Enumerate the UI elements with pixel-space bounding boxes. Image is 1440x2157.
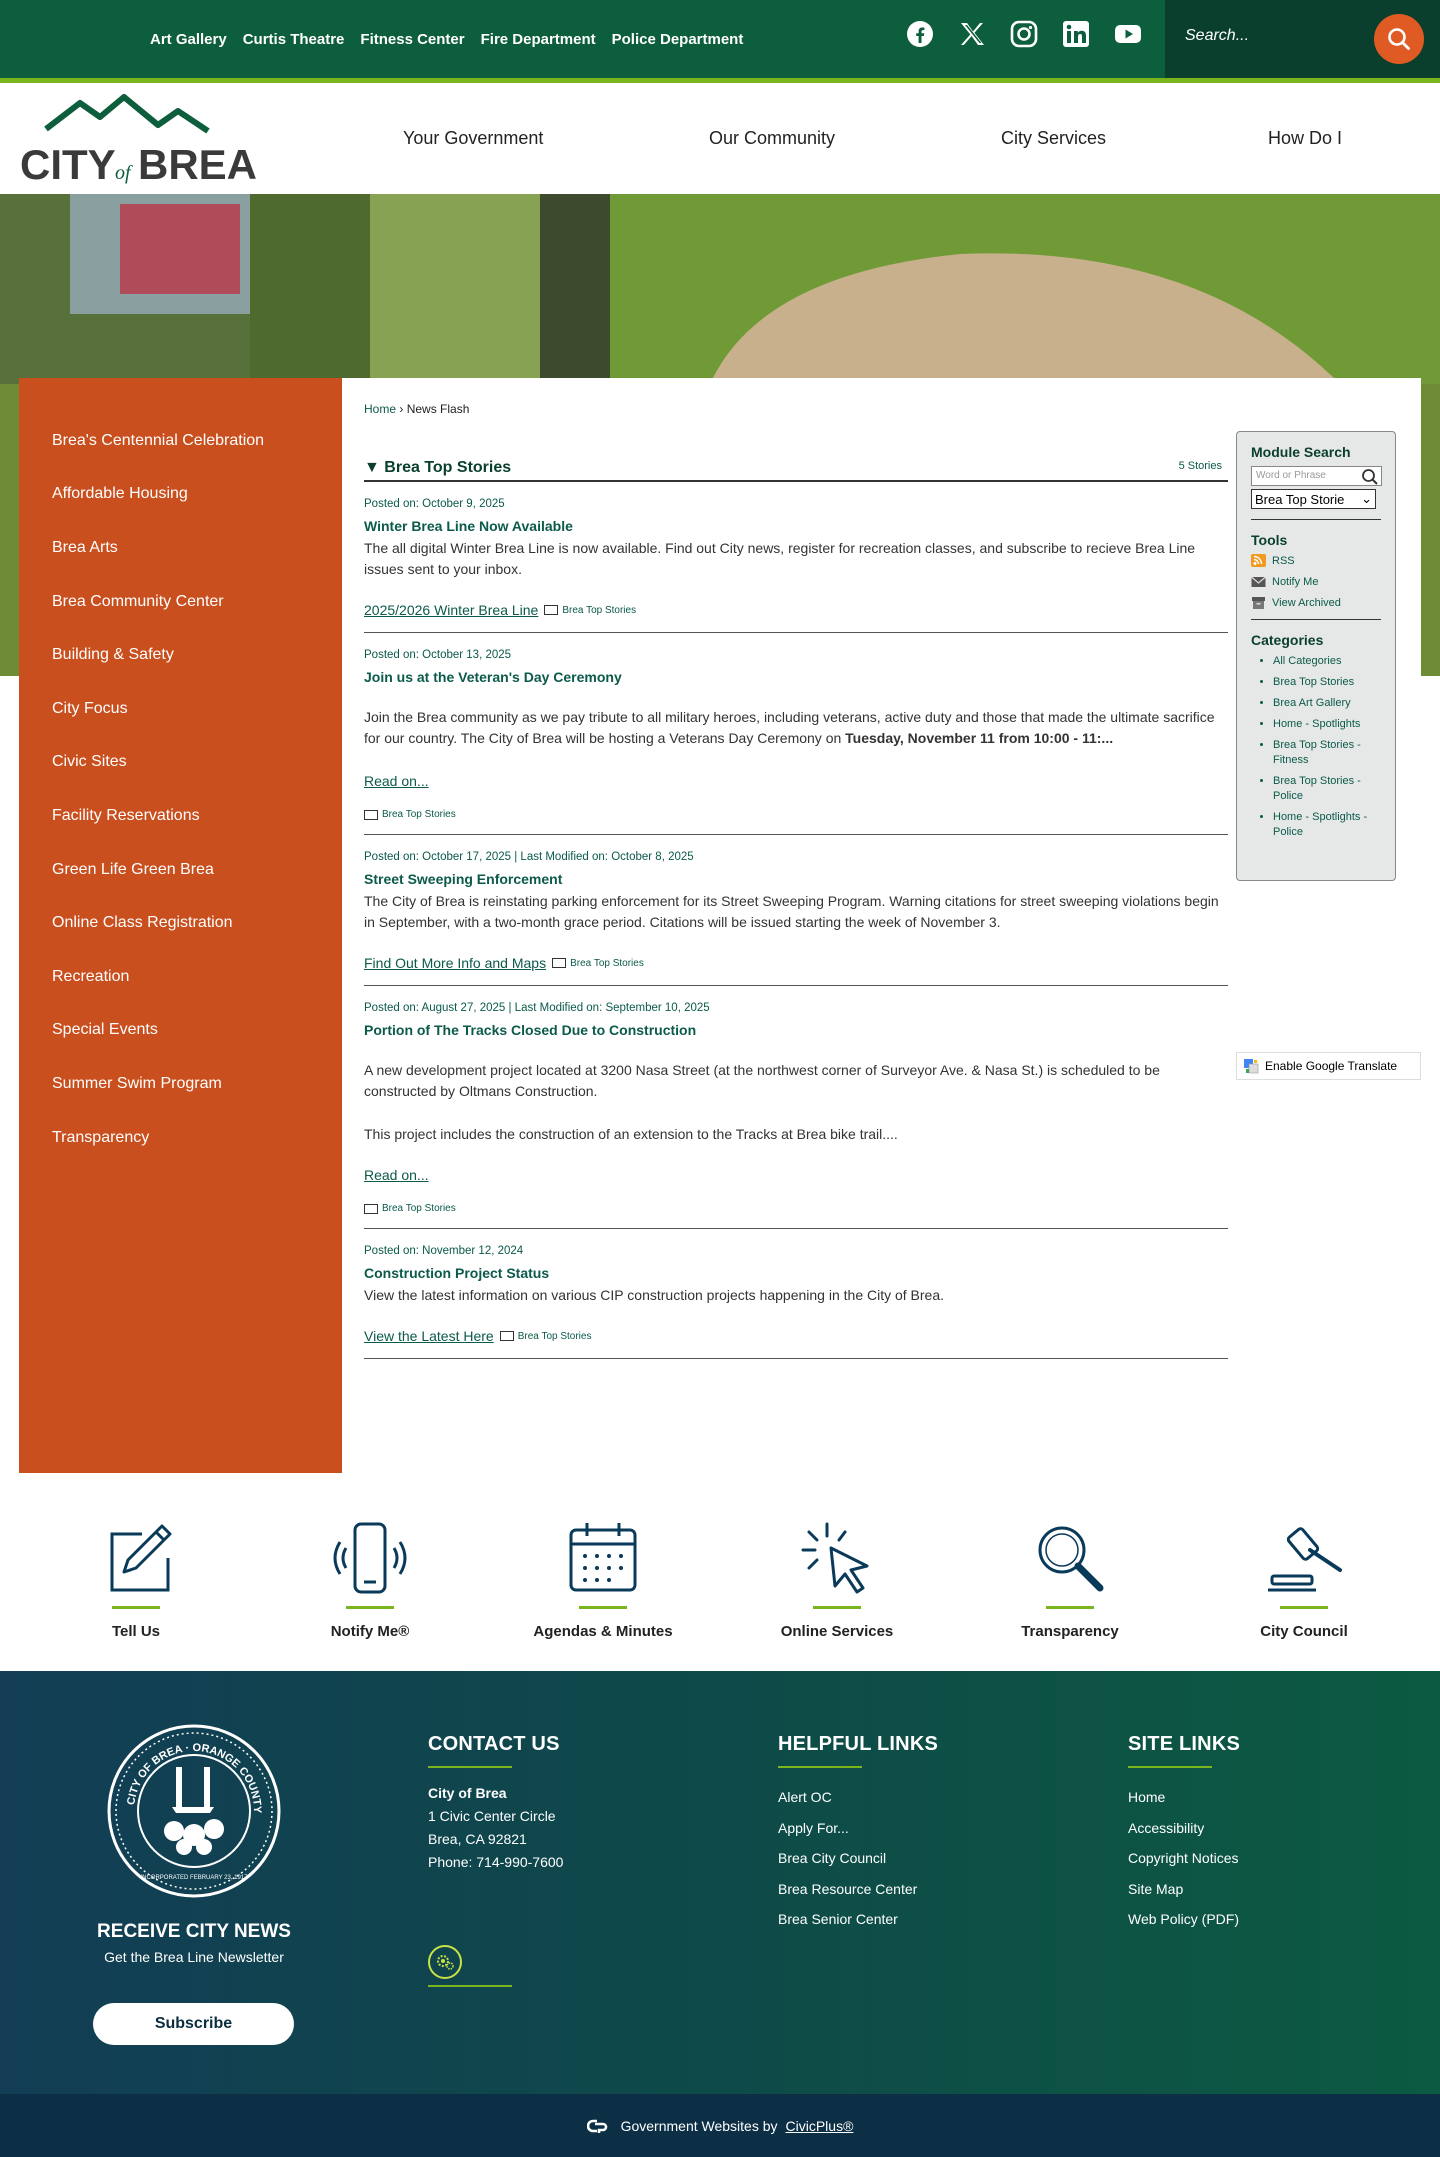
seal-bottom-text: INCORPORATED FEBRUARY 23, 1917 bbox=[140, 1875, 248, 1881]
quick-links bbox=[0, 1473, 1440, 1671]
news-tags bbox=[364, 809, 1228, 820]
book-icon bbox=[364, 810, 378, 820]
accent-bar bbox=[428, 1985, 512, 1987]
categories-title: Categories bbox=[1251, 632, 1324, 648]
logo-text-city: CITY bbox=[20, 141, 116, 188]
google-translate-icon bbox=[1243, 1058, 1259, 1074]
tag-label: Brea Top Stories bbox=[382, 1203, 456, 1214]
news-tag[interactable] bbox=[364, 809, 456, 820]
breadcrumb bbox=[364, 402, 469, 416]
news-link[interactable]: Find Out More Info and Maps bbox=[364, 955, 547, 971]
quick-link-transparency[interactable] bbox=[970, 1518, 1170, 1640]
sidebar-item-transparency[interactable]: Transparency bbox=[52, 1128, 150, 1146]
tag-label: Brea Top Stories bbox=[382, 809, 456, 820]
sidebar-item-brea-arts[interactable]: Brea Arts bbox=[52, 538, 118, 556]
sidebar-nav bbox=[19, 378, 342, 1473]
linkedin-icon[interactable] bbox=[1062, 20, 1090, 48]
sidebar-item-civic-sites[interactable]: Civic Sites bbox=[52, 753, 127, 771]
contact-phone[interactable]: Phone: 714-990-7600 bbox=[428, 1854, 564, 1870]
translate-label: Enable Google Translate bbox=[1265, 1059, 1398, 1073]
facebook-icon[interactable] bbox=[906, 20, 934, 48]
news-description: A new development project located at 3200 Nasa Street (at the northwest corner of Surveyor Ave. & Nasa St.) is scheduled to be constructed by Oltmans Construction. bbox=[364, 1062, 1160, 1099]
quick-link-online-services[interactable] bbox=[737, 1518, 937, 1640]
news-link[interactable]: 2025/2026 Winter Brea Line bbox=[364, 602, 539, 618]
news-title[interactable]: Winter Brea Line Now Available bbox=[364, 518, 573, 534]
tool-rss[interactable] bbox=[1251, 554, 1381, 567]
accent-bar bbox=[579, 1606, 627, 1609]
receive-news-title: RECEIVE CITY NEWS bbox=[97, 1921, 291, 1942]
news-description-2: This project includes the construction of an extension to the Tracks at Brea bike trail.... bbox=[364, 1126, 898, 1142]
nav-your-government[interactable] bbox=[403, 83, 543, 194]
accent-bar bbox=[112, 1606, 160, 1609]
news-links bbox=[364, 1328, 1228, 1344]
news-list bbox=[364, 456, 1228, 1359]
main-content bbox=[342, 378, 1421, 1473]
book-icon bbox=[500, 1331, 514, 1341]
tool-label: RSS bbox=[1272, 554, 1295, 567]
quick-link-label: Tell Us bbox=[111, 1623, 161, 1640]
magnifier-icon bbox=[1030, 1518, 1110, 1598]
collapse-toggle-icon[interactable]: ▼ bbox=[364, 459, 380, 476]
site-links-title: SITE LINKS bbox=[1128, 1733, 1241, 1755]
search-input[interactable]: Search... bbox=[1185, 27, 1250, 44]
desc-bold-text: Tuesday, November 11 from 10:00 - 11:... bbox=[845, 730, 1114, 746]
rss-icon bbox=[1251, 554, 1266, 567]
subscribe-button[interactable]: Subscribe bbox=[93, 2003, 294, 2045]
nav-our-community[interactable] bbox=[709, 83, 835, 194]
tag-label: Brea Top Stories bbox=[517, 1330, 592, 1342]
news-description bbox=[364, 707, 1228, 749]
accent-bar bbox=[1128, 1766, 1212, 1768]
sidebar-item-building-safety[interactable]: Building & Safety bbox=[52, 646, 174, 664]
divider bbox=[1251, 519, 1381, 520]
x-twitter-icon[interactable] bbox=[958, 20, 986, 48]
story-count: 5 Stories bbox=[1178, 460, 1222, 472]
quick-link-label: Transparency bbox=[1021, 1623, 1119, 1640]
category-link[interactable]: • Home - Spotlights bbox=[1273, 717, 1381, 732]
tools-title: Tools bbox=[1251, 532, 1288, 548]
civicplus-link[interactable]: CivicPlus® bbox=[785, 2117, 854, 2134]
category-title bbox=[364, 459, 511, 477]
news-links bbox=[364, 1167, 1228, 1183]
quick-link-city-council[interactable] bbox=[1204, 1518, 1404, 1640]
news-title[interactable]: Join us at the Veteran's Day Ceremony bbox=[364, 669, 622, 685]
divider bbox=[1251, 619, 1381, 620]
quick-link-agendas-minutes[interactable] bbox=[503, 1518, 703, 1640]
google-translate-button[interactable] bbox=[1236, 1052, 1421, 1080]
category-link[interactable]: • Brea Top Stories - Police bbox=[1273, 774, 1381, 804]
gavel-icon bbox=[1264, 1518, 1344, 1598]
read-on-link[interactable]: Read on... bbox=[364, 1167, 429, 1183]
seal-text: CITY OF BREA · ORANGE COUNTY bbox=[125, 1741, 264, 1814]
news-tag[interactable] bbox=[500, 1331, 592, 1342]
news-title[interactable]: Construction Project Status bbox=[364, 1265, 550, 1281]
news-tags bbox=[364, 1203, 1228, 1214]
search-icon bbox=[1386, 26, 1412, 52]
sidebar-item-green-life[interactable]: Green Life Green Brea bbox=[52, 860, 214, 878]
bottom-bar bbox=[0, 2094, 1440, 2157]
module-search-placeholder: Word or Phrase bbox=[1256, 470, 1326, 481]
desc-text: Join the Brea community as we pay tribute to all military heroes, including veterans, active duty and those that made the ultimate sacrifice for our country. The City of Brea will be hosting a Veterans Day Ceremony on bbox=[364, 709, 1215, 746]
breadcrumb-home[interactable]: Home bbox=[364, 402, 397, 416]
sidebar-item-city-focus[interactable]: City Focus bbox=[52, 699, 128, 717]
sidebar-item-summer-swim[interactable]: Summer Swim Program bbox=[52, 1074, 222, 1092]
footer-link[interactable]: Apply For... bbox=[778, 1819, 849, 1836]
top-link-art-gallery[interactable]: Art Gallery bbox=[150, 30, 227, 48]
contact-line: City of Brea bbox=[428, 1785, 507, 1801]
news-title[interactable]: Portion of The Tracks Closed Due to Construction bbox=[364, 1022, 697, 1038]
contact-line: Brea, CA 92821 bbox=[428, 1831, 527, 1847]
sidebar-item-centennial[interactable]: Brea's Centennial Celebration bbox=[52, 431, 265, 449]
envelope-icon bbox=[1251, 575, 1266, 588]
footer-link[interactable]: Accessibility bbox=[1128, 1819, 1205, 1836]
logo-text-of: of bbox=[115, 162, 131, 184]
news-tag[interactable] bbox=[364, 1203, 456, 1214]
svg-text:CITY OF BREA · ORANGE COUNTY · bbox=[106, 1723, 263, 1814]
helpful-links-title: HELPFUL LINKS bbox=[778, 1733, 939, 1755]
news-item bbox=[364, 482, 1228, 633]
receive-news-subtitle: Get the Brea Line Newsletter bbox=[104, 1949, 284, 1965]
accent-bar bbox=[778, 1766, 862, 1768]
top-link-fitness-center[interactable]: Fitness Center bbox=[360, 30, 465, 48]
newsletter-signup bbox=[40, 1921, 348, 1965]
category-link[interactable]: • Brea Top Stories - Fitness bbox=[1273, 738, 1381, 768]
logo-text-brea: BREA bbox=[138, 141, 258, 188]
news-description: The City of Brea is reinstating parking enforcement for its Street Sweeping Program. Warning citations for street sweeping violations begin in September, with a two-month grace period. Citations will be issued starting the week of November 3. bbox=[364, 893, 1219, 930]
posted-date: Posted on: October 17, 2025 | Last Modified on: October 8, 2025 bbox=[364, 851, 694, 863]
quick-link-label: Online Services bbox=[780, 1623, 894, 1640]
nav-city-services[interactable] bbox=[1001, 83, 1106, 194]
news-links bbox=[364, 602, 1228, 618]
sidebar-item-recreation[interactable]: Recreation bbox=[52, 967, 130, 985]
cursor-click-icon bbox=[797, 1518, 877, 1598]
footer-link[interactable]: Brea Resource Center bbox=[778, 1880, 918, 1897]
news-link[interactable]: View the Latest Here bbox=[364, 1328, 494, 1344]
posted-date: Posted on: October 13, 2025 bbox=[364, 649, 512, 661]
book-icon bbox=[552, 958, 566, 968]
news-tag[interactable] bbox=[544, 605, 636, 616]
news-tag[interactable] bbox=[552, 958, 644, 969]
sidebar-item-community-center[interactable]: Brea Community Center bbox=[52, 592, 224, 610]
read-on-link[interactable]: Read on... bbox=[364, 773, 429, 789]
footer-link[interactable]: Web Policy (PDF) bbox=[1128, 1911, 1239, 1927]
sidebar-item-affordable-housing[interactable]: Affordable Housing bbox=[52, 485, 188, 503]
select-value: Brea Top Storie bbox=[1255, 491, 1345, 507]
tool-notify-me[interactable] bbox=[1251, 575, 1381, 588]
top-links bbox=[150, 0, 759, 78]
site-links-column bbox=[1128, 1733, 1240, 1935]
footer-link[interactable]: Brea Senior Center bbox=[778, 1911, 898, 1927]
gear-icon bbox=[435, 1952, 455, 1972]
book-icon bbox=[544, 605, 558, 615]
top-link-fire-department[interactable]: Fire Department bbox=[480, 30, 596, 48]
news-links bbox=[364, 955, 1228, 971]
categories-list bbox=[1251, 654, 1381, 840]
accent-bar bbox=[346, 1606, 394, 1609]
calendar-icon bbox=[563, 1518, 643, 1598]
top-link-curtis-theatre[interactable]: Curtis Theatre bbox=[242, 30, 345, 48]
tool-label: View Archived bbox=[1272, 596, 1341, 609]
news-item bbox=[364, 1229, 1228, 1359]
nav-label: How Do I bbox=[1268, 128, 1343, 148]
module-sidebar bbox=[1236, 431, 1396, 881]
city-logo[interactable] bbox=[18, 89, 263, 189]
accent-bar bbox=[813, 1606, 861, 1609]
footer-link[interactable]: Alert OC bbox=[778, 1789, 832, 1805]
nav-how-do-i[interactable] bbox=[1268, 83, 1342, 194]
quick-link-label: Notify Me® bbox=[330, 1623, 410, 1640]
settings-button[interactable] bbox=[428, 1945, 462, 1979]
posted-date: Posted on: October 9, 2025 bbox=[364, 498, 505, 510]
tool-view-archived[interactable] bbox=[1251, 596, 1381, 609]
posted-date: Posted on: November 12, 2024 bbox=[364, 1245, 524, 1257]
news-links bbox=[364, 773, 1228, 789]
contact-line: 1 Civic Center Circle bbox=[428, 1808, 556, 1824]
breadcrumb-separator: › bbox=[396, 402, 407, 416]
news-item bbox=[364, 633, 1228, 835]
helpful-links-column bbox=[778, 1733, 938, 1935]
footer-link[interactable]: Home bbox=[1128, 1789, 1166, 1805]
category-select[interactable] bbox=[1251, 489, 1376, 509]
accent-bar bbox=[1046, 1606, 1094, 1609]
news-description: View the latest information on various CIP construction projects happening in the City of Brea. bbox=[364, 1287, 945, 1303]
category-link[interactable]: • Brea Top Stories bbox=[1273, 675, 1381, 690]
top-link-police-department[interactable]: Police Department bbox=[611, 30, 744, 48]
archive-icon bbox=[1251, 596, 1266, 609]
tag-label: Brea Top Stories bbox=[570, 957, 644, 969]
city-seal bbox=[106, 1723, 282, 1899]
contact-column bbox=[428, 1733, 563, 1874]
nav-label: Our Community bbox=[709, 128, 836, 148]
category-link[interactable]: • Home - Spotlights - Police bbox=[1273, 810, 1381, 840]
footer-link[interactable]: Copyright Notices bbox=[1128, 1850, 1239, 1866]
category-name: Brea Top Stories bbox=[384, 459, 512, 476]
footer-link[interactable]: Site Map bbox=[1128, 1880, 1184, 1897]
quick-link-notify-me[interactable] bbox=[270, 1518, 470, 1640]
footer-link[interactable]: Brea City Council bbox=[778, 1850, 887, 1866]
breadcrumb-current: News Flash bbox=[406, 402, 470, 416]
tool-label: Notify Me bbox=[1272, 575, 1319, 588]
news-item bbox=[364, 835, 1228, 986]
search-button[interactable] bbox=[1374, 14, 1424, 64]
powered-by-text: Government Websites by bbox=[620, 2117, 778, 2134]
sidebar-item-special-events[interactable]: Special Events bbox=[52, 1021, 158, 1039]
contact-title: CONTACT US bbox=[428, 1733, 560, 1755]
nav-label: City Services bbox=[1001, 128, 1107, 148]
news-item bbox=[364, 986, 1228, 1229]
site-header bbox=[0, 83, 1440, 194]
instagram-icon[interactable] bbox=[1010, 20, 1038, 48]
sidebar-item-online-class[interactable]: Online Class Registration bbox=[52, 914, 233, 932]
module-search-title: Module Search bbox=[1251, 444, 1351, 460]
news-description: The all digital Winter Brea Line is now available. Find out City news, register for recreation classes, and subscribe to recieve Brea Line issues sent to your inbox. bbox=[364, 540, 1196, 577]
phone-notify-icon bbox=[330, 1518, 410, 1598]
social-links bbox=[906, 20, 1142, 48]
quick-link-label: Agendas & Minutes bbox=[533, 1623, 673, 1640]
book-icon bbox=[364, 1204, 378, 1214]
top-bar bbox=[0, 0, 1440, 78]
chevron-down-icon: ⌄ bbox=[1361, 491, 1372, 506]
quick-link-tell-us[interactable] bbox=[36, 1518, 236, 1640]
nav-label: Your Government bbox=[403, 128, 544, 148]
category-link[interactable]: • All Categories bbox=[1273, 654, 1381, 669]
civicplus-logo-icon bbox=[587, 2118, 613, 2134]
site-footer bbox=[0, 1671, 1440, 2094]
news-title[interactable]: Street Sweeping Enforcement bbox=[364, 871, 563, 887]
posted-date: Posted on: August 27, 2025 | Last Modified on: September 10, 2025 bbox=[364, 1002, 710, 1014]
quick-link-label: City Council bbox=[1260, 1623, 1348, 1640]
accent-bar bbox=[1280, 1606, 1328, 1609]
sidebar-item-facility-reservations[interactable]: Facility Reservations bbox=[52, 806, 200, 824]
category-link[interactable]: • Brea Art Gallery bbox=[1273, 696, 1381, 711]
tag-label: Brea Top Stories bbox=[562, 604, 637, 616]
search-icon[interactable] bbox=[1361, 468, 1379, 486]
module-search-input[interactable] bbox=[1251, 466, 1382, 486]
category-header[interactable] bbox=[364, 456, 1228, 482]
youtube-icon[interactable] bbox=[1114, 20, 1142, 48]
pencil-edit-icon bbox=[96, 1518, 176, 1598]
accent-bar bbox=[428, 1766, 512, 1768]
